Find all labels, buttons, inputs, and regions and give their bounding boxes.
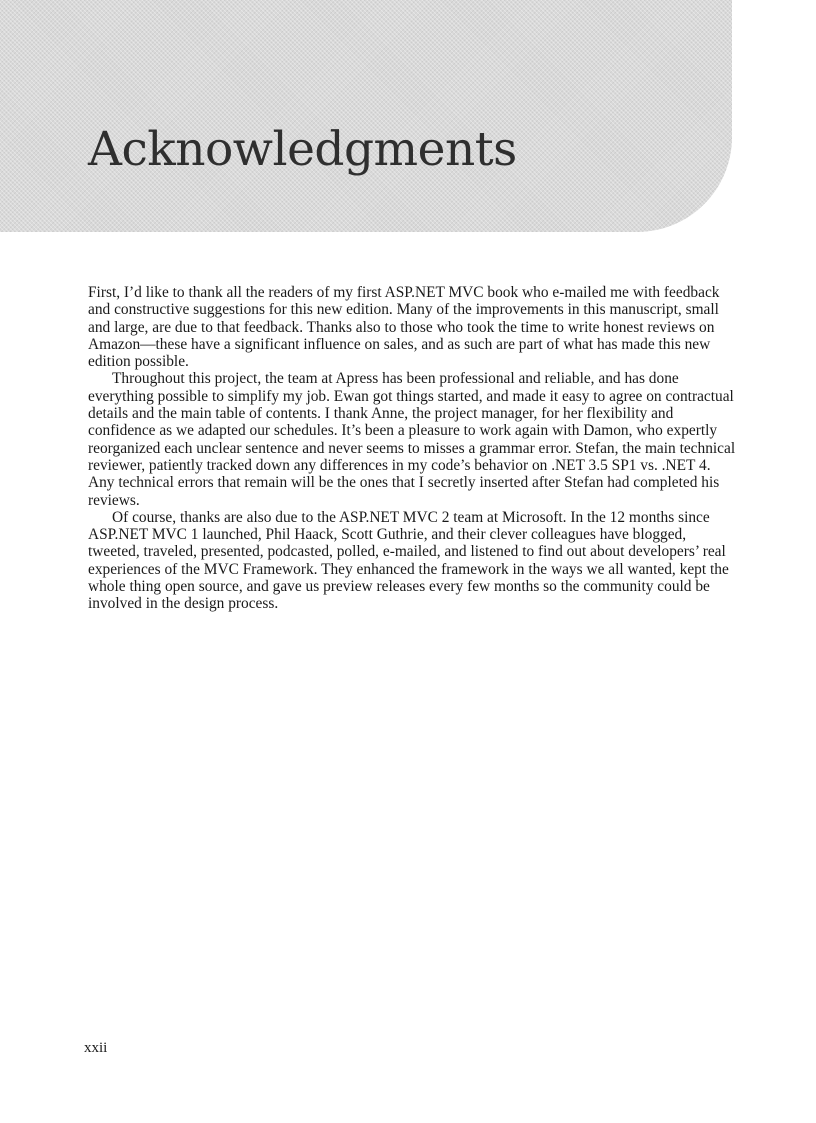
chapter-title: Acknowledgments — [88, 122, 517, 177]
acknowledgments-body — [88, 284, 736, 613]
paragraph-microsoft-team: Of course, thanks are also due to the ASP.NET MVC 2 team at Microsoft. In the 12 months since ASP.NET MVC 1 launched, Phil Haack, Scott Guthrie, and their clever colleagues have blogged, tweeted, traveled, presented, podcasted, polled, e-mailed, and listened to find out about developers’ real experiences of the MVC Framework. They enhanced the framework in the ways we all wanted, kept the whole thing open source, and gave us preview releases every few months so the community could be involved in the design process. — [88, 508, 729, 613]
paragraph-readers: First, I’d like to thank all the readers of my first ASP.NET MVC book who e-mailed me with feedback and constructive suggestions for this new edition. Many of the improvements in this manuscript, small and large, are due to that feedback. Thanks also to those who took the time to write honest reviews on Amazon—these have a significant influence on sales, and as such are part of what has made this new edition possible. — [88, 284, 720, 371]
chapter-header-band — [0, 0, 732, 232]
paragraph-apress-team: Throughout this project, the team at Apress has been professional and reliable, and has done everything possible to simplify my job. Ewan got things started, and made it easy to agree on contractual details and the main table of contents. I thank Anne, the project manager, for her flexibility and confidence as we adapted our schedules. It’s been a pleasure to work again with Damon, who expertly reorganized each unclear sentence and never seems to misses a grammar error. Stefan, the main technical reviewer, patiently tracked down any differences in my code’s behavior on .NET 3.5 SP1 vs. .NET 4. Any technical errors that remain will be the ones that I secretly inserted after Stefan had completed his reviews. — [88, 370, 736, 509]
page-number: xxii — [84, 1040, 108, 1056]
